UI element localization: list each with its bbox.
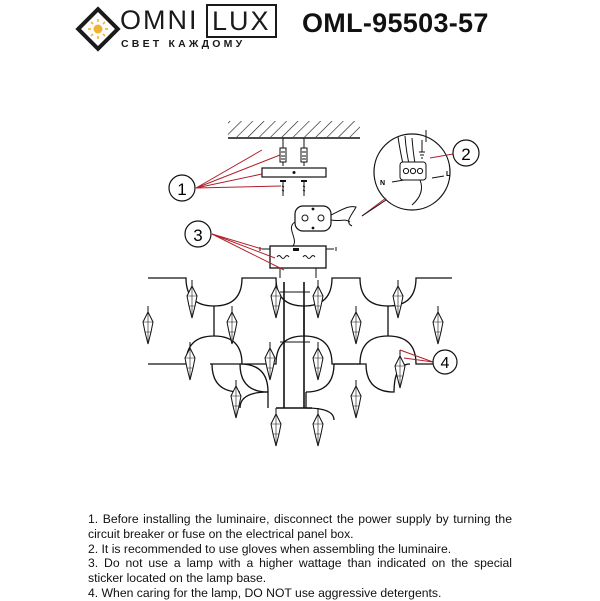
note-1: 1. Before installing the luminaire, disconnect the power supply by turning the circuit breaker or fuse on the electrical panel box. <box>88 512 512 541</box>
note-4: 4. When caring for the lamp, DO NOT use aggressive detergents. <box>88 585 442 600</box>
note-2: 2. It is recommended to use gloves when assembling the luminaire. <box>88 541 452 556</box>
brand-tagline: СВЕТ КАЖДОМУ <box>121 38 246 50</box>
bar-screws <box>280 181 307 196</box>
callout-4-label: 4 <box>440 355 450 372</box>
safety-notes <box>88 512 512 601</box>
ceiling <box>228 121 360 138</box>
sun-icon <box>88 19 108 39</box>
model-number: OML-95503-57 <box>302 8 489 38</box>
neutral-label: N <box>380 180 386 187</box>
callout-2-label: 2 <box>461 145 471 164</box>
note-3: 3. Do not use a lamp with a higher wattage than indicated on the special sticker located on the lamp base. <box>88 556 512 586</box>
live-label: L <box>446 171 451 178</box>
callout-3-label: 3 <box>193 226 203 245</box>
installation-diagram <box>0 100 600 500</box>
mounting-bar <box>262 168 326 177</box>
callout-1-label: 1 <box>177 180 187 199</box>
brand-name: OMNI <box>120 5 199 35</box>
canopy <box>260 246 336 278</box>
brand-name-boxed: LUX <box>206 4 277 38</box>
terminal-block <box>291 206 356 247</box>
mounting-screws <box>280 138 307 166</box>
